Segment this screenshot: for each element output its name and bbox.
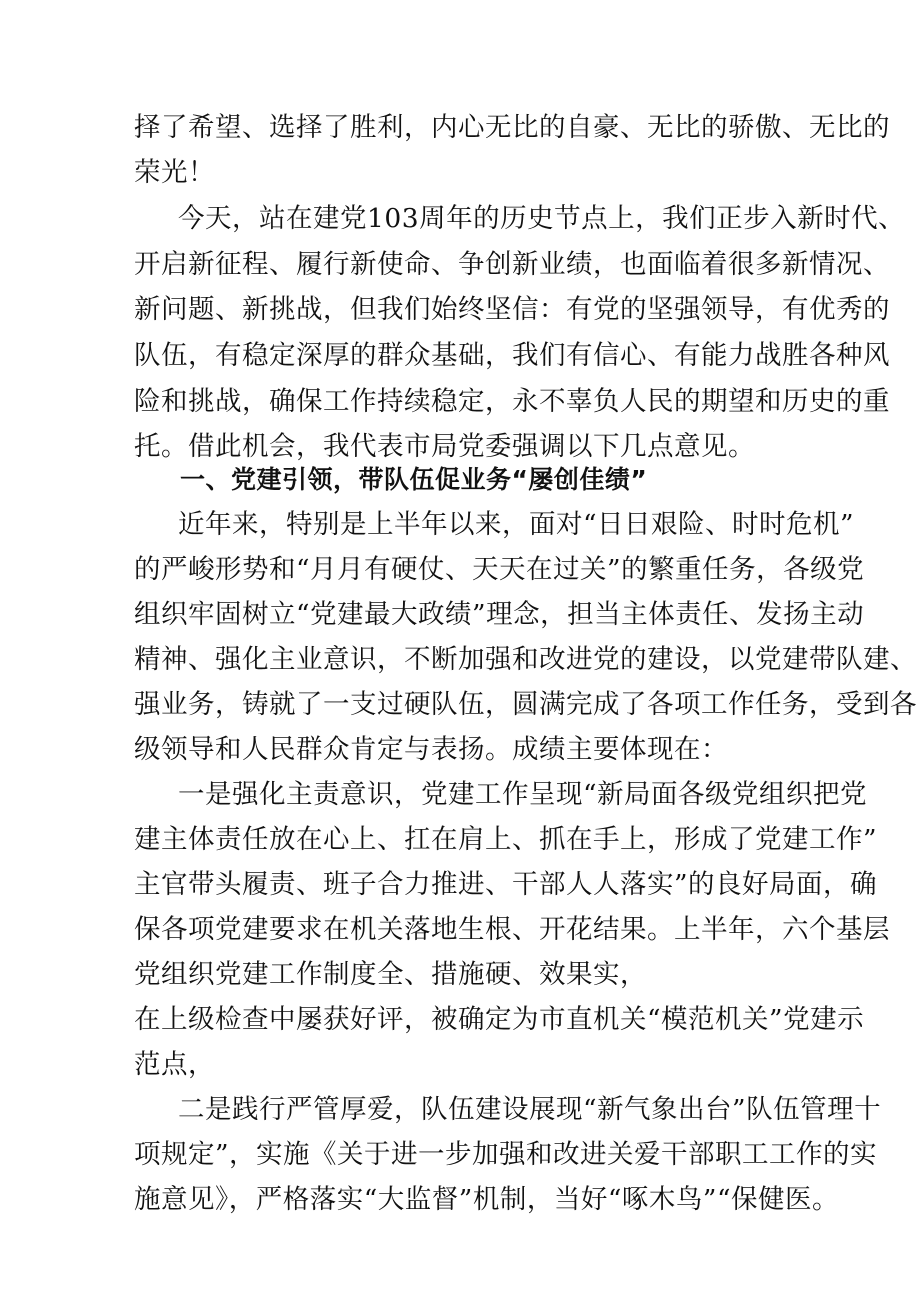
paragraph-line: 的严峻形势和“月月有硬仗、天天在过关”的繁重任务，各级党: [134, 554, 865, 585]
paragraph-line: 主官带头履责、班子合力推进、干部人人落实”的良好局面，确: [134, 869, 878, 900]
paragraph-line: 范点，: [134, 1049, 215, 1080]
paragraph-line: 队伍，有稳定深厚的群众基础，我们有信心、有能力战胜各种风: [134, 340, 890, 371]
paragraph-line: 在上级检查中屡获好评，被确定为市直机关“模范机关”党建示: [134, 1004, 865, 1035]
paragraph-line: 一是强化主责意识，党建工作呈现“新局面各级党组织把党: [178, 779, 868, 810]
section-heading: 一、党建引领，带队伍促业务“屡创佳绩”: [180, 465, 648, 494]
paragraph-line: 荣光！: [134, 157, 215, 188]
paragraph-line: 施意见》，严格落实“大监督”机制，当好“啄木鸟”“保健医。: [134, 1184, 839, 1215]
paragraph-line: 保各项党建要求在机关落地生根、开花结果。上半年，六个基层: [134, 914, 890, 945]
paragraph-line: 新问题、新挑战，但我们始终坚信：有党的坚强领导，有优秀的: [134, 294, 890, 325]
paragraph-line: 级领导和人民群众肯定与表扬。成绩主要体现在：: [134, 734, 728, 765]
paragraph-line: 精神、强化主业意识，不断加强和改进党的建设，以党建带队建、: [134, 644, 917, 675]
paragraph-line: 强业务，铸就了一支过硬队伍，圆满完成了各项工作任务，受到各: [134, 689, 917, 720]
paragraph-line: 择了希望、选择了胜利，内心无比的自豪、无比的骄傲、无比的: [134, 112, 890, 143]
paragraph-line: 托。借此机会，我代表市局党委强调以下几点意见。: [134, 431, 755, 462]
paragraph-line: 开启新征程、履行新使命、争创新业绩，也面临着很多新情况、: [134, 249, 890, 280]
paragraph-line: 二是践行严管厚爱，队伍建设展现“新气象出台”队伍管理十: [178, 1094, 882, 1125]
paragraph-line: 党组织党建工作制度全、措施硬、效果实，: [134, 959, 647, 990]
paragraph-line: 近年来，特别是上半年以来，面对“日日艰险、时时危机”: [178, 509, 855, 540]
paragraph-line: 险和挑战，确保工作持续稳定，永不辜负人民的期望和历史的重: [134, 386, 890, 417]
paragraph-line: 今天，站在建党103周年的历史节点上，我们正步入新时代、: [178, 203, 906, 234]
paragraph-line: 组织牢固树立“党建最大政绩”理念，担当主体责任、发扬主动: [134, 599, 865, 630]
paragraph-line: 项规定”，实施《关于进一步加强和改进关爱干部职工工作的实: [134, 1139, 878, 1170]
paragraph-line: 建主体责任放在心上、扛在肩上、抓在手上，形成了党建工作”: [134, 824, 878, 855]
